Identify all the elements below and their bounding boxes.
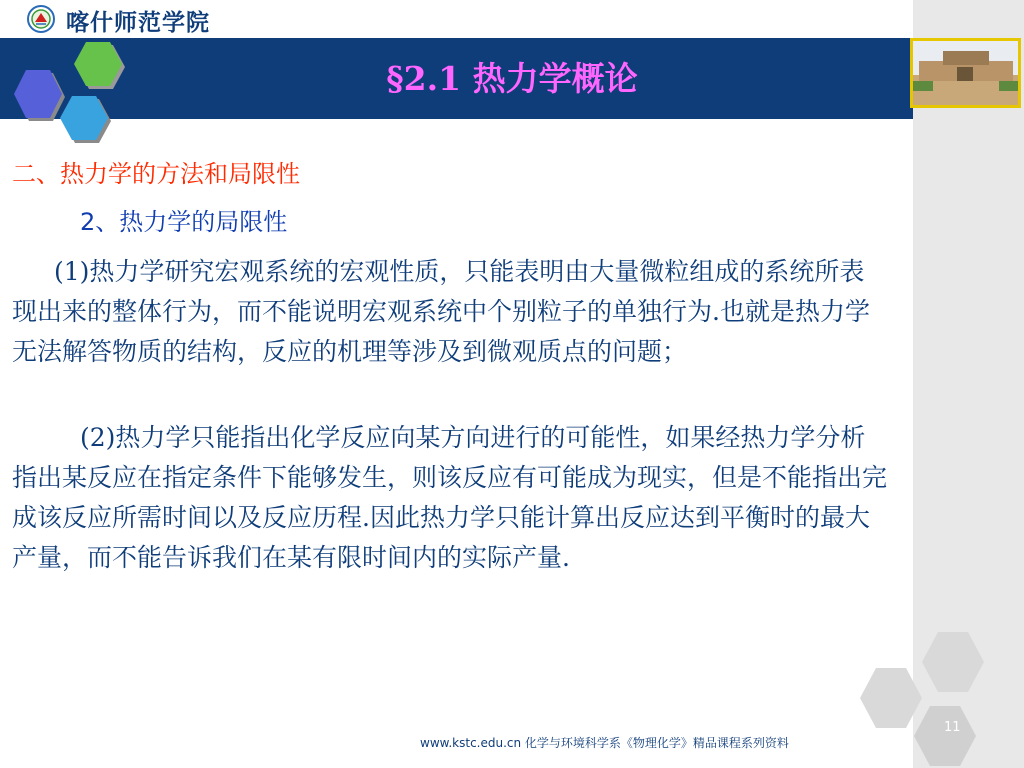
campus-photo xyxy=(910,38,1021,108)
college-name: 喀什师范学院 xyxy=(66,9,210,36)
college-logo-icon xyxy=(22,4,60,34)
subsection-heading: 2、热力学的局限性 xyxy=(80,208,288,236)
section-heading: 二、热力学的方法和局限性 xyxy=(12,160,300,188)
paragraph-1: (1)热力学研究宏观系统的宏观性质，只能表明由大量微粒组成的系统所表现出来的整体行为，而不能说明宏观系统中个别粒子的单独行为.也就是热力学无法解答物质的结构，反应的机理等涉及到微观质点的问题； xyxy=(12,257,870,366)
footer-site: www.kstc.edu.cn xyxy=(420,736,522,750)
paragraph-2: (2)热力学只能指出化学反应向某方向进行的可能性，如果经热力学分析指出某反应在指定条件下能够发生，则该反应有可能成为现实，但是不能指出完成该反应所需时间以及反应历程.因此热力学只能计算出反应达到平衡时的最大产量，而不能告诉我们在某有限时间内的实际产量. xyxy=(12,423,888,572)
footer-description: 化学与环境科学系《物理化学》精品课程系列资料 xyxy=(521,736,789,750)
footer-text xyxy=(420,734,789,751)
slide-title: §2.1 热力学概论 xyxy=(386,59,638,98)
page-number: 11 xyxy=(944,720,961,735)
background-hexagons xyxy=(860,628,1000,768)
